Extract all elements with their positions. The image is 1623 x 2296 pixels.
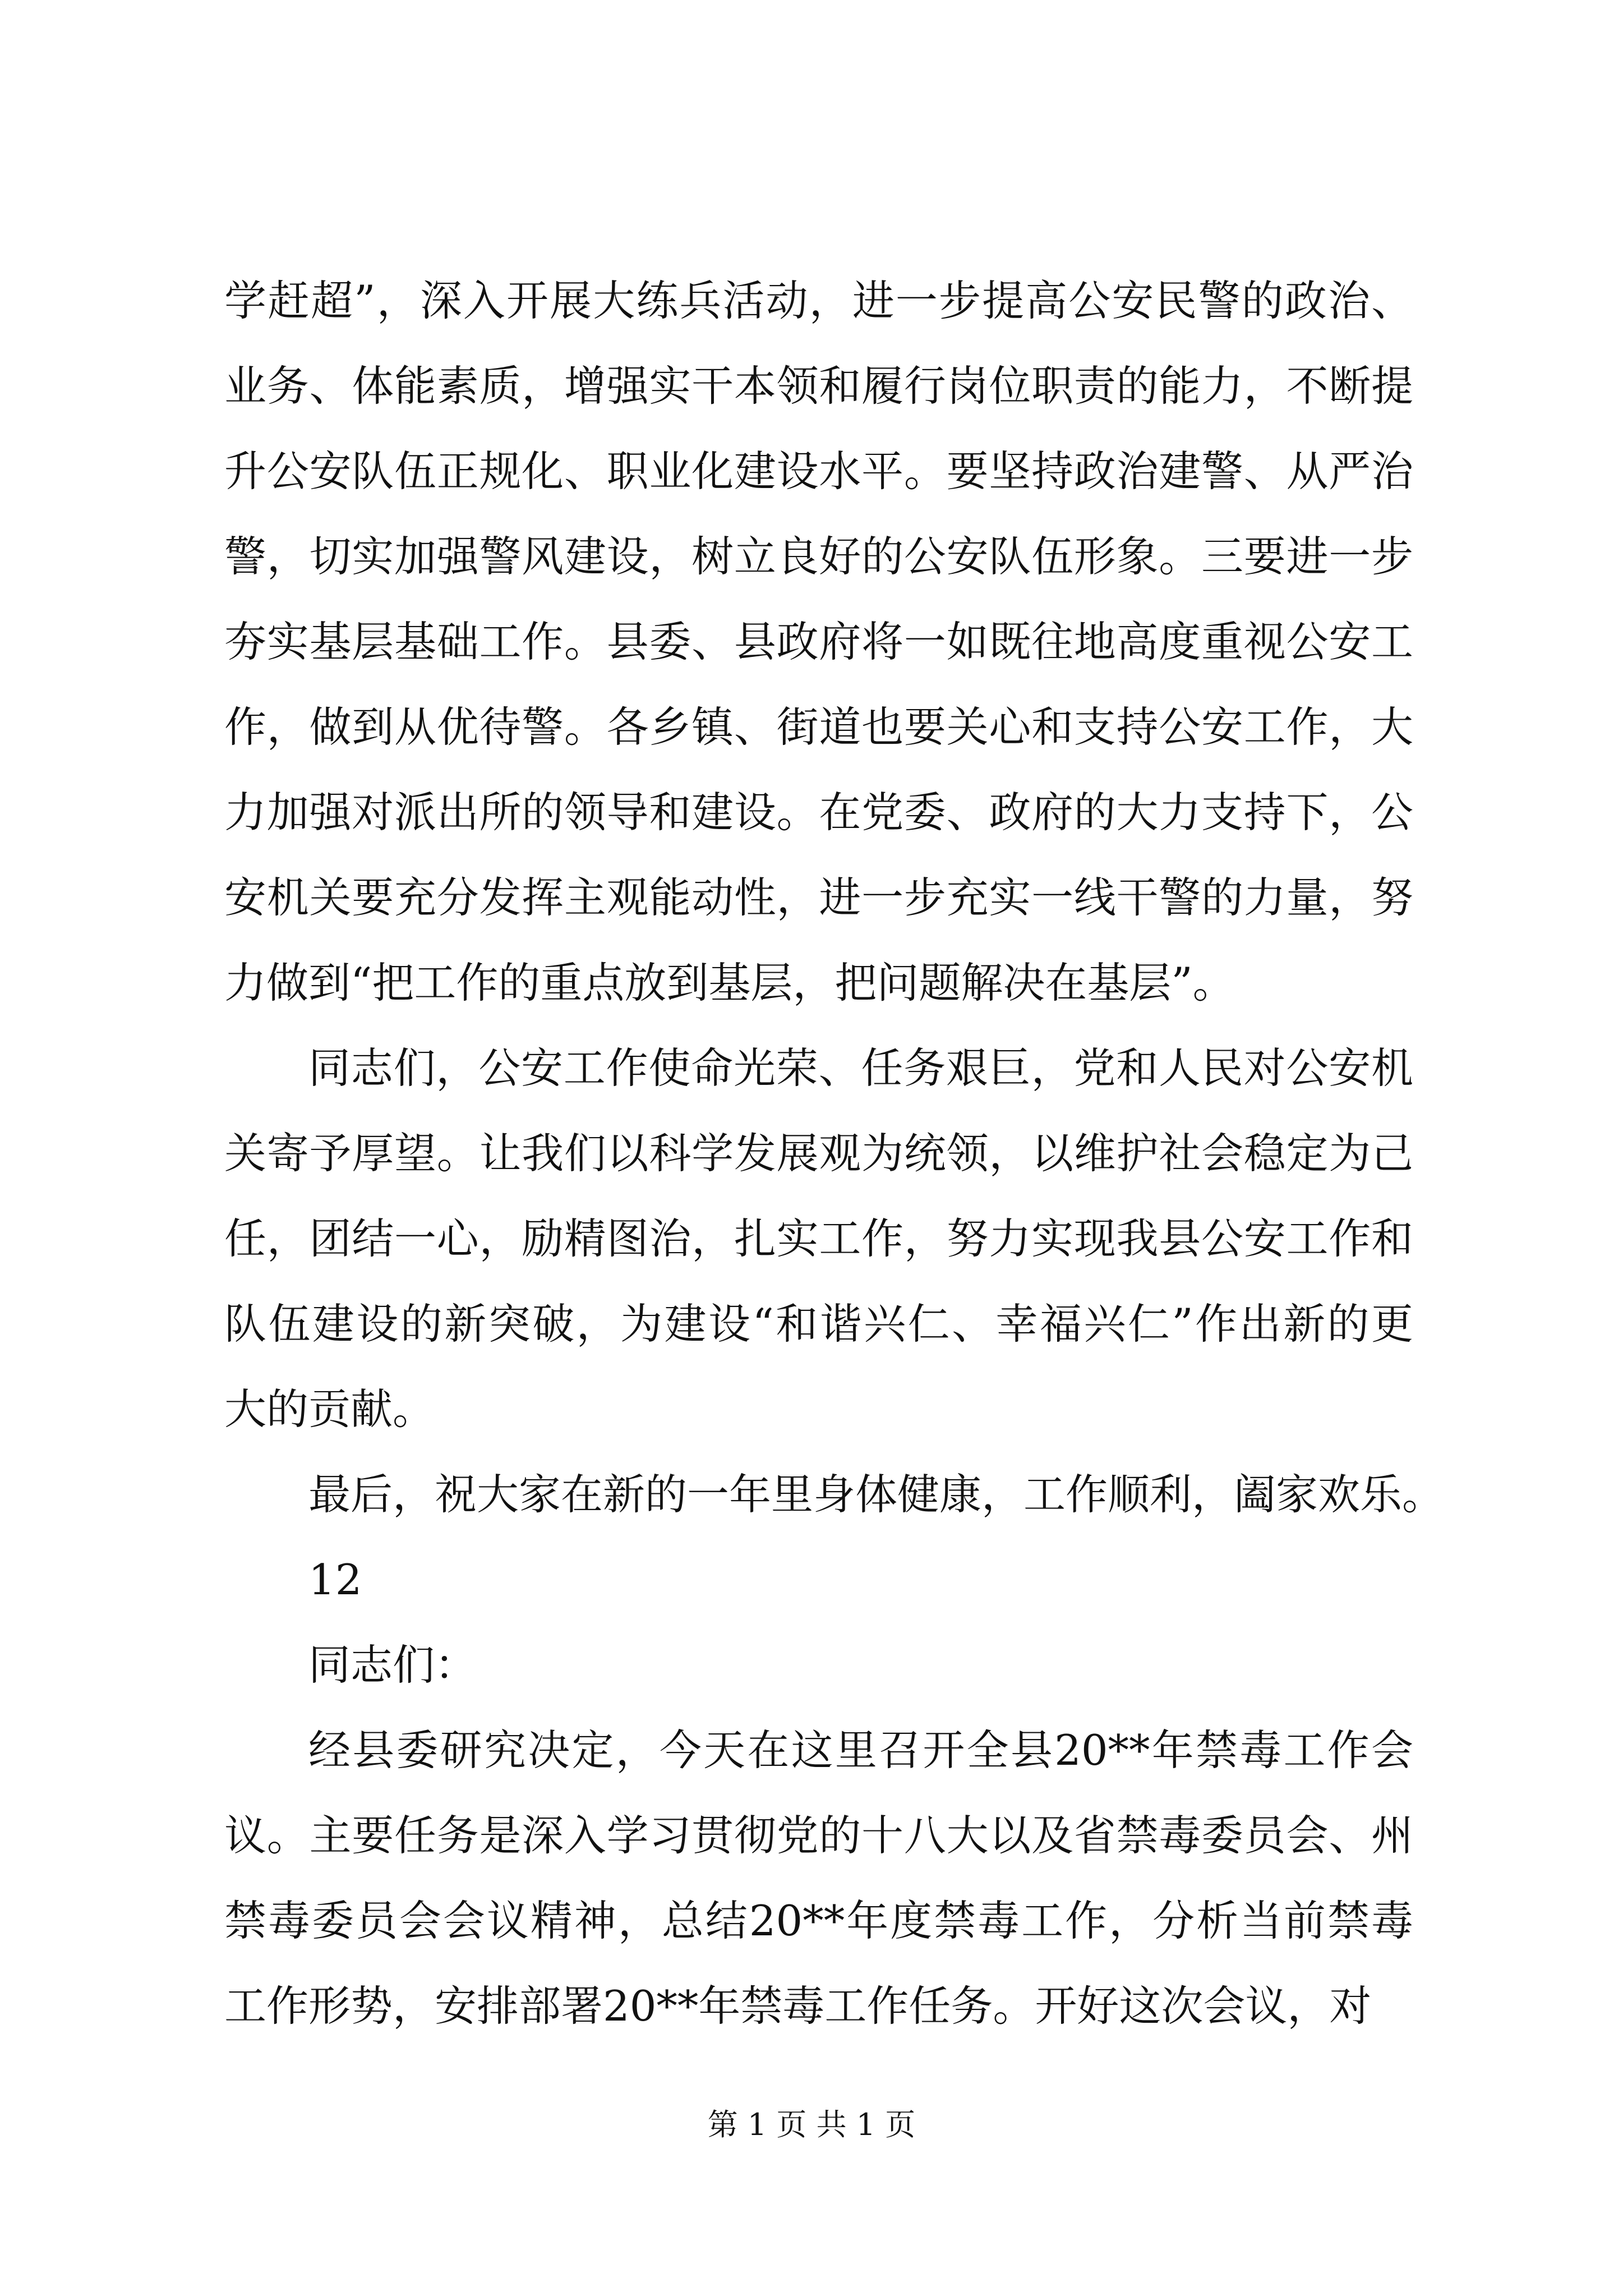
text-line: 12 bbox=[308, 1555, 362, 1604]
text-line: 禁毒委员会会议精神，总结20**年度禁毒工作，分析当前禁毒 bbox=[224, 1896, 1413, 1945]
text-line: 关寄予厚望。让我们以科学发展观为统领，以维护社会稳定为己 bbox=[224, 1129, 1413, 1178]
text-line: 同志们，公安工作使命光荣、任务艰巨，党和人民对公安机 bbox=[308, 1043, 1413, 1093]
text-line: 业务、体能素质，增强实干本领和履行岗位职责的能力，不断提 bbox=[224, 361, 1413, 411]
text-line: 力做到“把工作的重点放到基层，把问题解决在基层”。 bbox=[224, 958, 1235, 1007]
text-line: 议。主要任务是深入学习贯彻党的十八大以及省禁毒委员会、州 bbox=[224, 1811, 1413, 1860]
text-line: 同志们： bbox=[308, 1640, 477, 1690]
text-line: 夯实基层基础工作。县委、县政府将一如既往地高度重视公安工 bbox=[224, 617, 1413, 666]
text-line: 任，团结一心，励精图治，扎实工作，努力实现我县公安工作和 bbox=[224, 1214, 1413, 1263]
document-body bbox=[224, 258, 1445, 2049]
text-line: 队伍建设的新突破，为建设“和谐兴仁、幸福兴仁”作出新的更 bbox=[224, 1299, 1413, 1349]
text-line: 安机关要充分发挥主观能动性，进一步充实一线干警的力量，努 bbox=[224, 873, 1413, 922]
text-line: 经县委研究决定，今天在这里召开全县20**年禁毒工作会 bbox=[308, 1726, 1413, 1775]
text-line: 作，做到从优待警。各乡镇、街道也要关心和支持公安工作，大 bbox=[224, 702, 1413, 752]
text-line: 工作形势，安排部署20**年禁毒工作任务。开好这次会议，对 bbox=[224, 1981, 1372, 2031]
text-line: 警，切实加强警风建设，树立良好的公安队伍形象。三要进一步 bbox=[224, 532, 1413, 581]
text-line: 最后，祝大家在新的一年里身体健康，工作顺利，阖家欢乐。 bbox=[308, 1470, 1445, 1519]
text-line: 升公安队伍正规化、职业化建设水平。要坚持政治建警、从严治 bbox=[224, 447, 1413, 496]
text-line: 大的贡献。 bbox=[224, 1384, 435, 1434]
text-line: 学赶超”，深入开展大练兵活动，进一步提高公安民警的政治、 bbox=[224, 276, 1413, 325]
page-footer: 第 1 页 共 1 页 bbox=[707, 2107, 916, 2142]
text-line: 力加强对派出所的领导和建设。在党委、政府的大力支持下，公 bbox=[224, 788, 1413, 837]
